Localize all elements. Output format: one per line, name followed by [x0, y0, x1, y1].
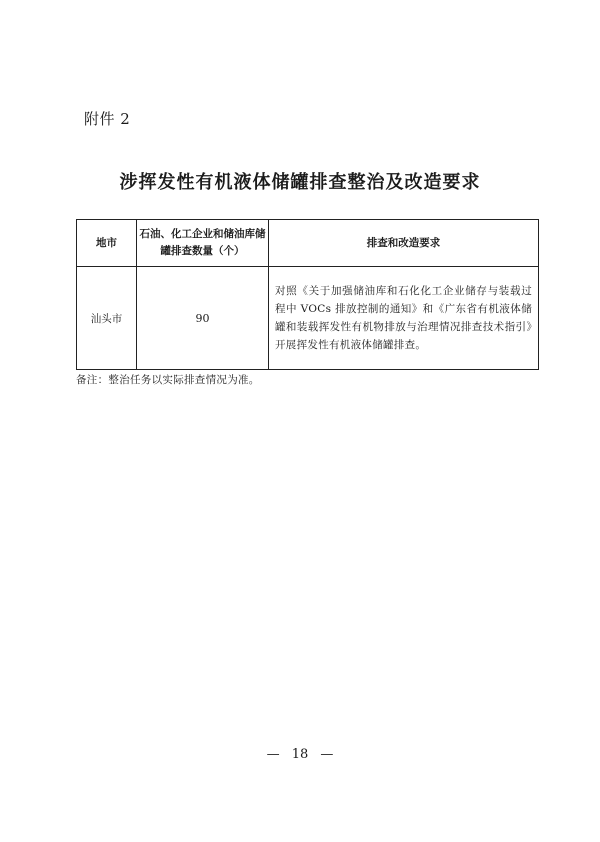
attachment-label: 附件 2	[84, 110, 131, 128]
document-title: 涉挥发性有机液体储罐排查整治及改造要求	[119, 172, 481, 193]
page-number	[0, 747, 600, 762]
header-city: 地市	[77, 220, 137, 267]
header-requirements: 排查和改造要求	[269, 220, 539, 267]
table-header-row	[77, 220, 539, 267]
page-number-value: 18	[291, 747, 309, 762]
header-count: 石油、化工企业和储油库储罐排查数量（个）	[137, 220, 269, 267]
page-dash-right: —	[320, 747, 334, 762]
page-dash-left: —	[266, 747, 280, 762]
cell-count: 90	[137, 267, 269, 370]
footnote: 备注：整治任务以实际排查情况为准。	[76, 374, 260, 386]
cell-city: 汕头市	[77, 267, 137, 370]
cell-requirements: 对照《关于加强储油库和石化化工企业储存与装载过程中 VOCs 排放控制的通知》和《广东省有机液体储罐和装载挥发性有机物排放与治理情况排查技术指引》开展挥发性有机液体储罐排查。	[269, 267, 539, 370]
requirements-table	[76, 219, 539, 370]
table-row	[77, 267, 539, 370]
